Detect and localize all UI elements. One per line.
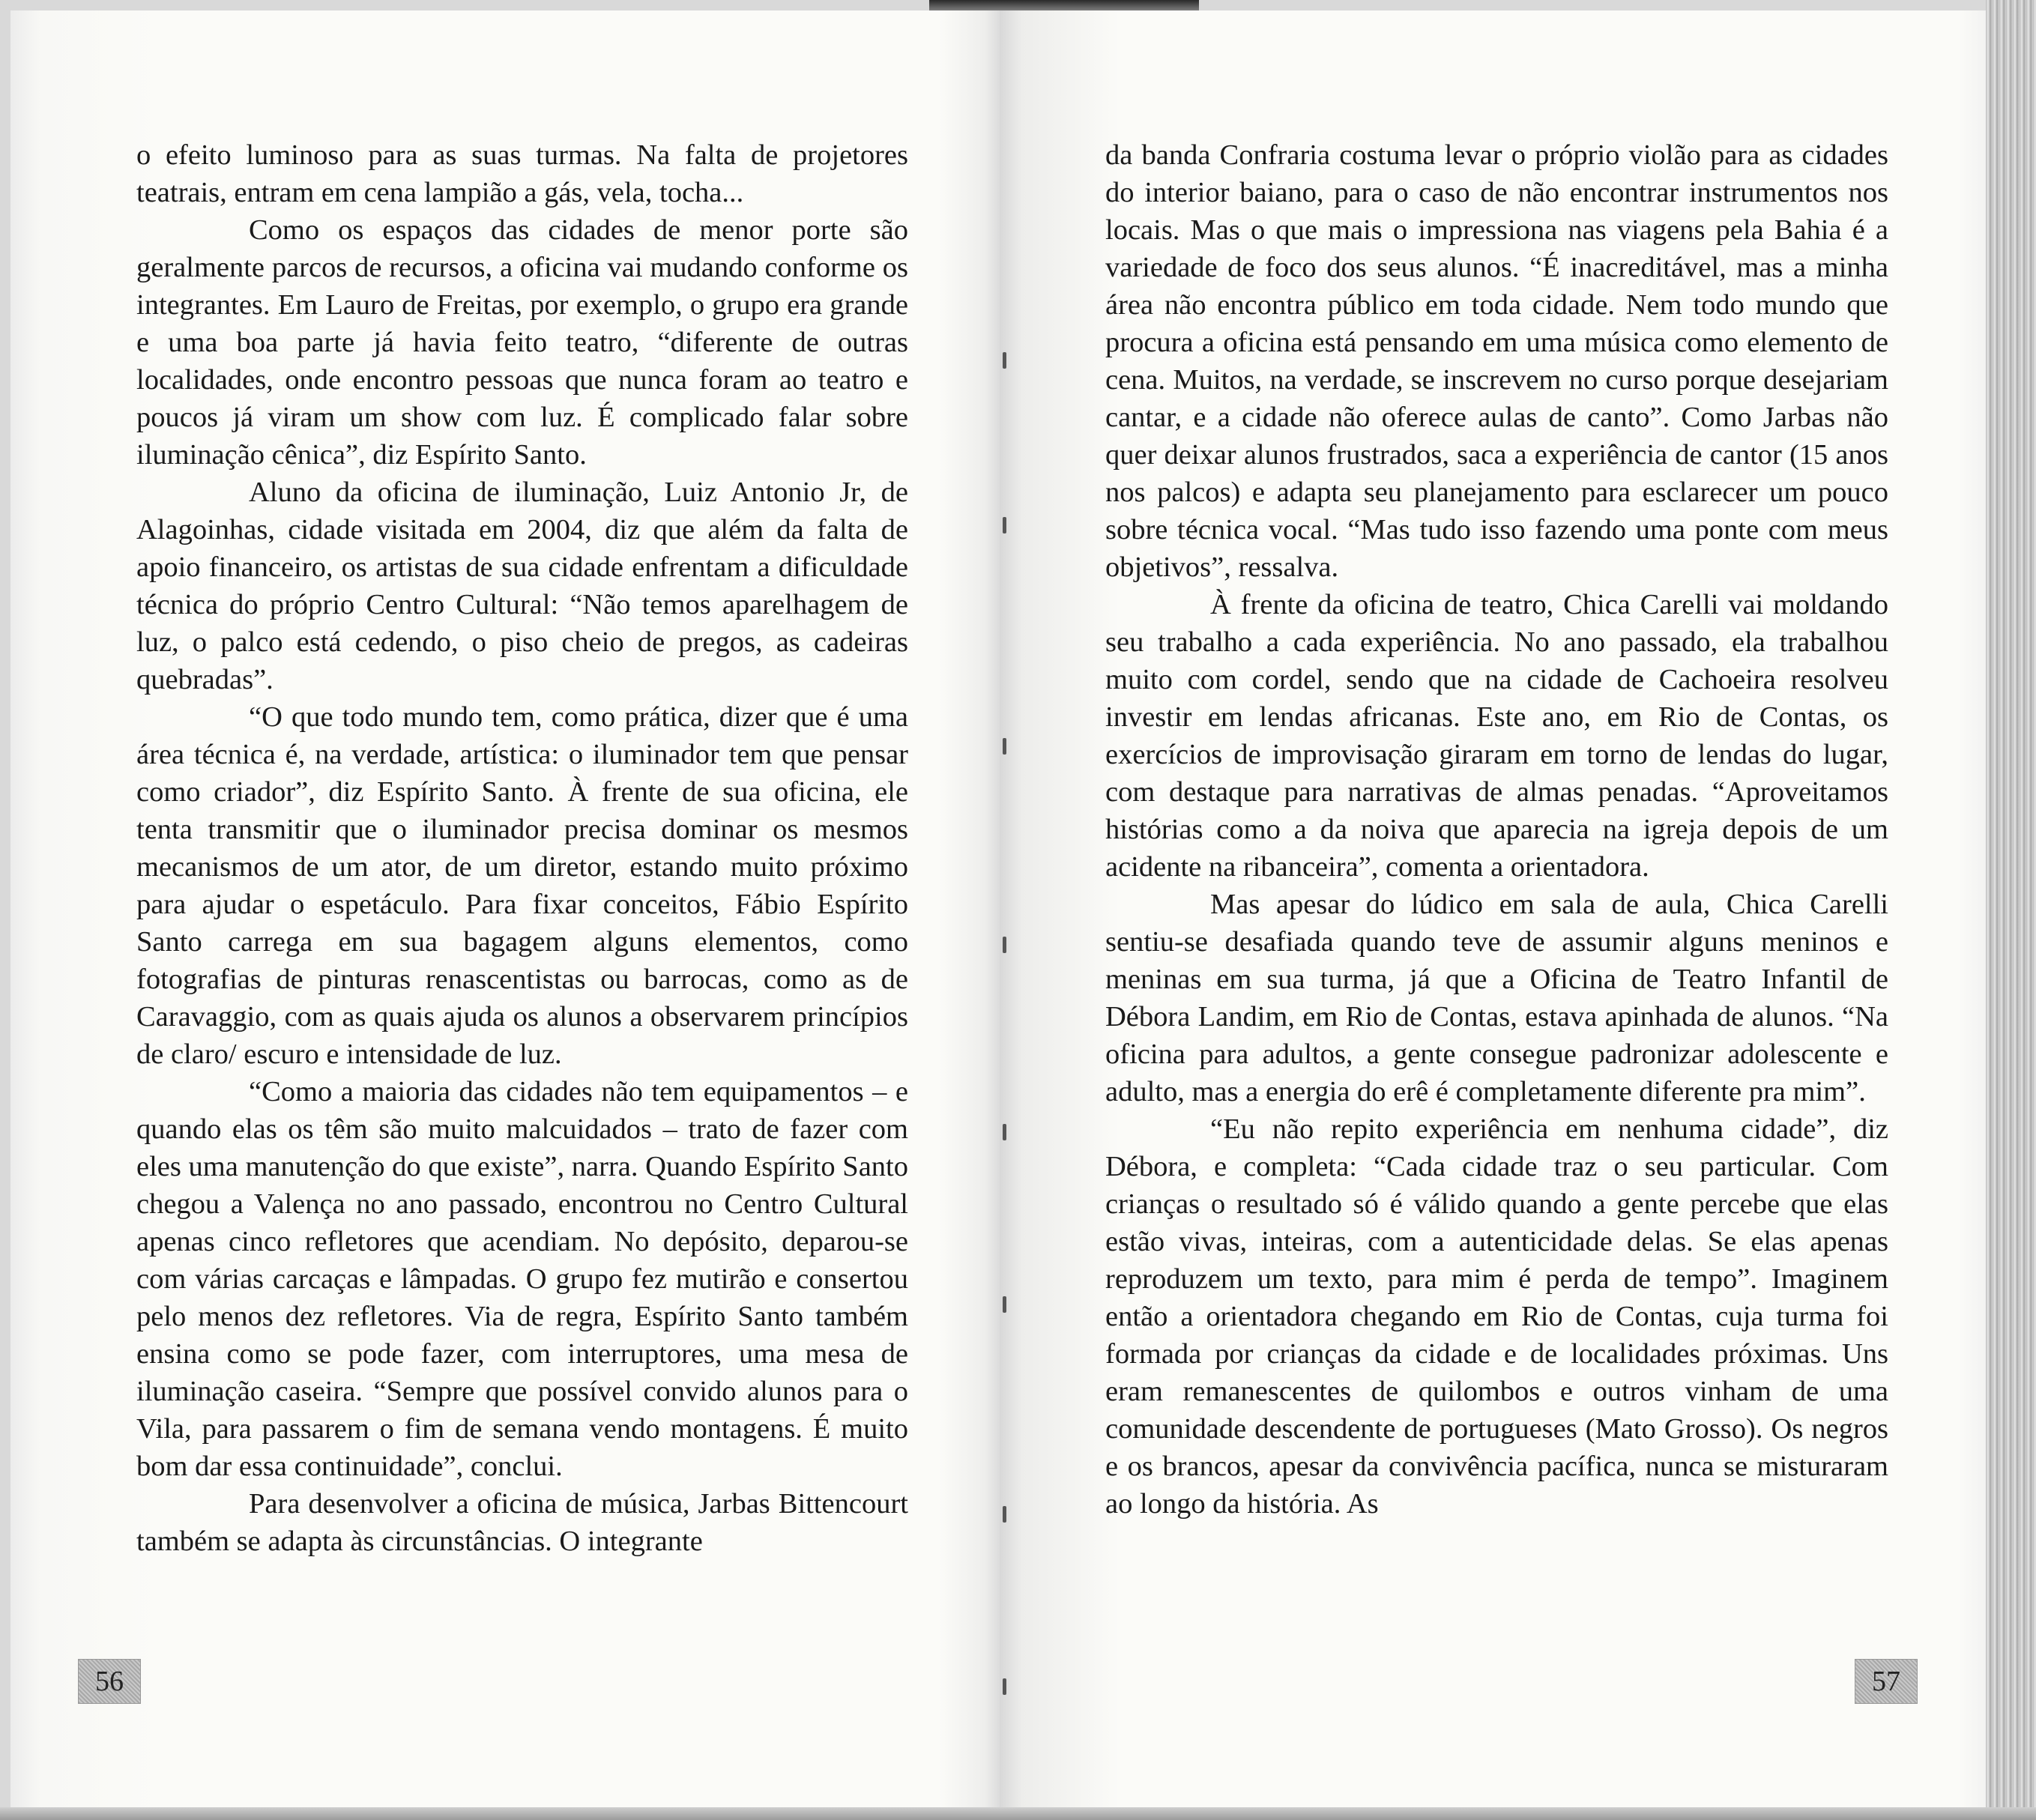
binding-stitch: [1003, 1296, 1006, 1313]
paragraph: Como os espaços das cidades de menor porte são geralmente parcos de recursos, a oficina vai mudando conforme os integrantes. Em Lauro de Freitas, por exemplo, o grupo era grande e uma boa parte já havia feito teatro, “diferente de outras localidades, onde encontro pessoas que nunca foram ao teatro e poucos já viram um show com luz. É complicado falar sobre iluminação cênica”, diz Espírito Santo.: [136, 214, 908, 471]
bottom-edge: [0, 1807, 2036, 1820]
paragraph: da banda Confraria costuma levar o próprio violão para as cidades do interior baiano, para o caso de não encontrar instrumentos nos locais. Mas o que mais o impressiona nas viagens pela Bahia é a variedade de foco dos seus alunos. “É inacreditável, mas a minha área não encontra público em toda cidade. Nem todo mundo que procura a oficina está pensando em uma música como elemento de cena. Muitos, na verdade, se inscrevem no curso porque desejariam cantar, e a cidade não oferece aulas de canto”. Como Jarbas não quer deixar alunos frustrados, saca a experiência de cantor (15 anos nos palcos) e adapta seu planejamento para esclarecer um pouco sobre técnica vocal. “Mas tudo isso fazendo uma ponte com meus objetivos”, ressalva.: [1105, 139, 1888, 583]
binding-stitch: [1003, 517, 1006, 533]
binding-stitch: [1003, 352, 1006, 369]
paragraph: Mas apesar do lúdico em sala de aula, Chica Carelli sentiu-se desafiada quando teve de assumir alguns meninos e meninas em sua turma, já que a Oficina de Teatro Infantil de Débora Landim, em Rio de Contas, estava apinhada de alunos. “Na oficina para adultos, a gente consegue padronizar adolescente e adulto, mas a energia do erê é completamente diferente pra mim”.: [1105, 889, 1888, 1107]
paragraph: Para desenvolver a oficina de música, Jarbas Bittencourt também se adapta às circunstâncias. O integrante: [136, 1488, 908, 1557]
page-edges: [1986, 0, 2036, 1820]
binding-stitch: [1003, 1506, 1006, 1523]
paragraph: À frente da oficina de teatro, Chica Carelli vai moldando seu trabalho a cada experiência. No ano passado, ela trabalhou muito com cordel, sendo que na cidade de Cachoeira resolveu investir em lendas africanas. Este ano, em Rio de Contas, os exercícios de improvisação giraram em torno de lendas do lugar, com destaque para narrativas de almas penadas. “Aproveitamos histórias como a da noiva que aparecia na igreja depois de um acidente na ribanceira”, comenta a orientadora.: [1105, 589, 1888, 883]
paragraph: “O que todo mundo tem, como prática, dizer que é uma área técnica é, na verdade, artística: o iluminador tem que pensar como criador”, diz Espírito Santo. À frente de sua oficina, ele tenta transmitir que o iluminador precisa dominar os mesmos mecanismos de um ator, de um diretor, estando muito próximo para ajudar o espetáculo. Para fixar conceitos, Fábio Espírito Santo carrega em sua bagagem alguns elementos, como fotografias de pinturas renascentistas ou barrocas, como as de Caravaggio, com as quais ajuda os alunos a observarem princípios de claro/ escuro e intensidade de luz.: [136, 701, 908, 1070]
paragraph: Aluno da oficina de iluminação, Luiz Antonio Jr, de Alagoinhas, cidade visitada em 2004, diz que além da falta de apoio financeiro, os artistas de sua cidade enfrentam a dificuldade técnica do próprio Centro Cultural: “Não temos aparelhagem de luz, o palco está cedendo, o piso cheio de pregos, as cadeiras quebradas”.: [136, 477, 908, 695]
left-page: [10, 10, 1000, 1813]
paragraph: “Como a maioria das cidades não tem equipamentos – e quando elas os têm são muito malcuidados – trato de fazer com eles uma manutenção do que existe”, narra. Quando Espírito Santo chegou a Valença no ano passado, encontrou no Centro Cultural apenas cinco refletores que acendiam. No depósito, deparou-se com várias carcaças e lâmpadas. O grupo fez mutirão e consertou pelo menos dez refletores. Via de regra, Espírito Santo também ensina como se pode fazer, com interruptores, uma mesa de iluminação caseira. “Sempre que possível convido alunos para o Vila, para passarem o fim de semana vendo montagens. É muito bom dar essa continuidade”, conclui.: [136, 1076, 908, 1482]
page-number: 56: [78, 1659, 141, 1704]
binding-stitch: [1003, 1124, 1006, 1140]
right-page: [1000, 10, 1996, 1813]
paragraph: “Eu não repito experiência em nenhuma cidade”, diz Débora, e completa: “Cada cidade traz o seu particular. Com crianças o resultado só é válido quando a gente percebe que elas estão vivas, inteiras, com a autenticidade delas. Se elas apenas reproduzem um texto, para mim é perda de tempo”. Imaginem então a orientadora chegando em Rio de Contas, cuja turma foi formada por crianças da cidade e de localidades próximas. Uns eram remanescentes de quilombos e outros vinham de uma comunidade descendente de portugueses (Mato Grosso). Os negros e os brancos, apesar da convivência pacífica, nunca se misturaram ao longo da história. As: [1105, 1113, 1888, 1520]
right-page-text: [1105, 136, 1888, 1523]
paragraph: o efeito luminoso para as suas turmas. Na falta de projetores teatrais, entram em cena lampião a gás, vela, tocha...: [136, 139, 908, 208]
left-page-text: [136, 136, 908, 1560]
binding-stitch: [1003, 1678, 1006, 1695]
binding-stitch: [1003, 937, 1006, 953]
page-number: 57: [1855, 1659, 1918, 1704]
binding-stitch: [1003, 738, 1006, 755]
